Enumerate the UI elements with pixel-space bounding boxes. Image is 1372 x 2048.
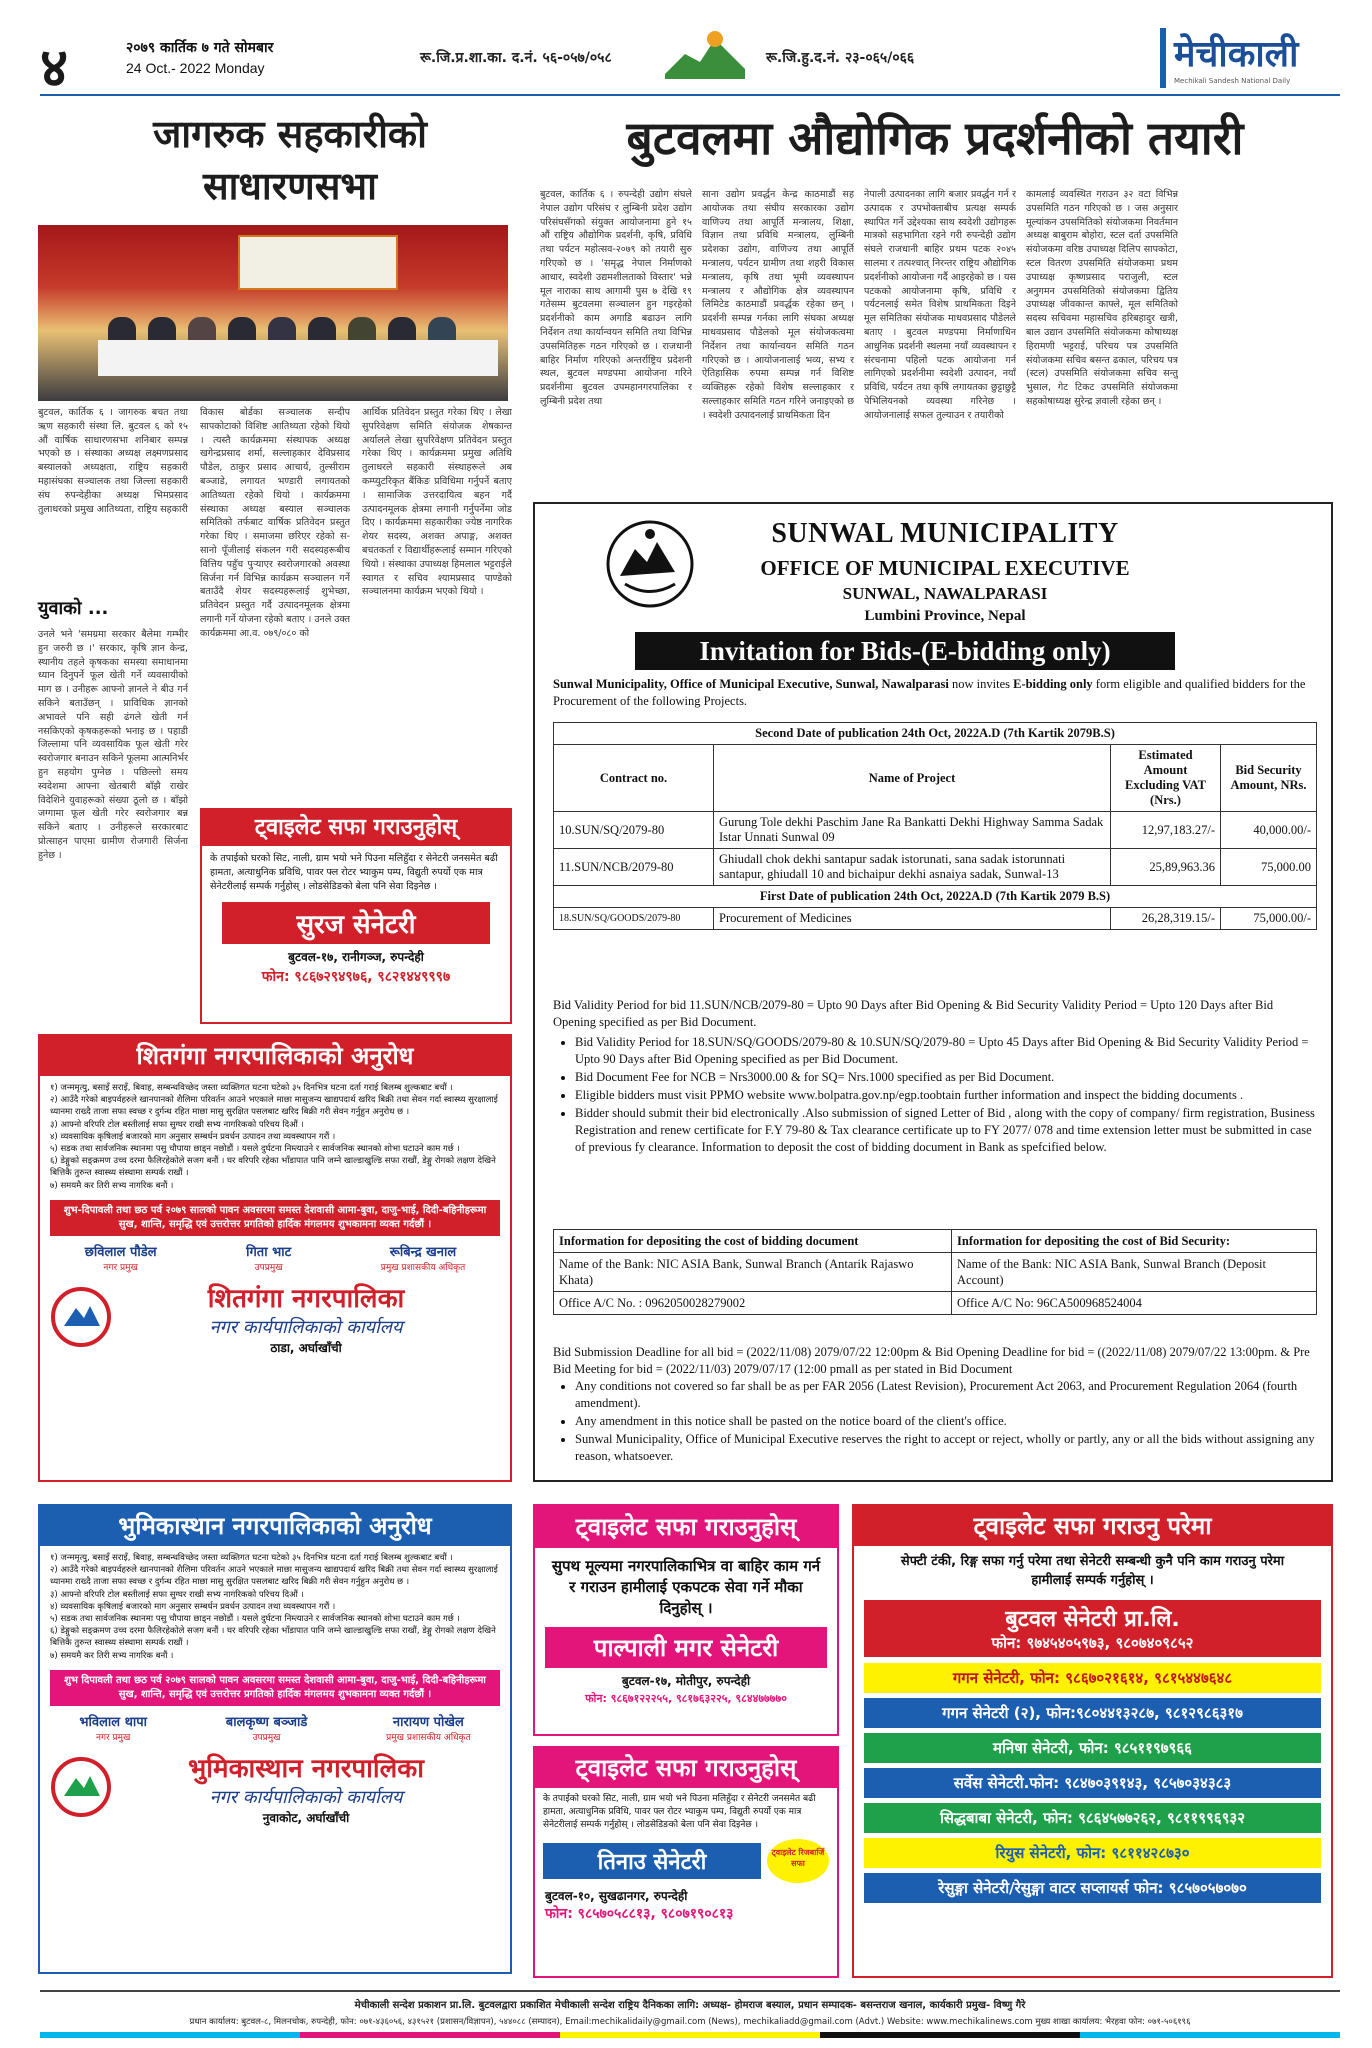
ad-items: १) जन्ममृत्यु, बसाइँ सराइँ, बिवाह, सम्बन्धविच्छेद जस्ता व्यक्तिगत घटना घटेको ३५ दिनभित्र घटना दर्ता गराई बिलम्ब शुल्कबाट बचौं । २) आउँदै गरेको बाइपर्वहरुले खानपानको शैलिमा परिवर्तन आउने भएकाले माछा मासुजन्य खाद्यपदार्थ खरिद बिक्री तथा सेवन गर्दा स्वास्थ्य सुरक्षालाई ध्यानमा राख्दै ताजा सफा स्वच्छ र दुर्गन्ध रहित माछा मासु सुरक्षित पसलबाट खरिद बिक्री गरी सेवन गर्नुहुन अनुरोध छ । ३) आफ्नो वरिपरि टोल बस्तीलाई सफा सुग्घर राखी सभ्य नागरिकको परिचय दिऔं । ४) व्यवसायिक कृषिलाई बजारको माग अनुसार सम्बर्धन प्रवर्धन उत्पादन तथा व्यवस्थापन गरौं । ५) सडक तथा सार्वजनिक स्थानमा पसु चौपाया छाड्न नछोडौं । यसले दुर्घटना निम्त्याउने र सार्वजनिक स्थानको शोभा घटाउने काम गर्छ । ६) डेङ्गुको सङ्क्रमण उच्च दरमा फैलिरहेकोले सजग बनौं । घर वरिपरि रहेका भाँडापात पानि जम्ने खाल्डाखुल्डि सफा राखौं, डेङ्गु रोगको लक्षण देखिने बित्तिकै तुरुन्त स्वास्थ्य संस्थामा सम्पर्क राखौं । ७) समयमै कर तिरी सभ्य नागरिक बनौं । — [50, 1553, 498, 1661]
col-security-header: Bid Security Amount, NRs. — [1221, 745, 1317, 812]
bhumikasthan-ad — [38, 1504, 512, 1974]
list-item: • Sunwal Municipality, Office of Municipal Executive reserves the right to accept or reject, wholly or partly, any or all the bids without assigning any reason, whatsoever. — [575, 1431, 1317, 1465]
ad-main-phone: फोन: ९७४५४०५९७३, ९८०७४०९८५२ — [864, 1633, 1321, 1657]
notice-province: Lumbini Province, Nepal — [864, 608, 1026, 624]
map-graphic-icon — [655, 24, 755, 84]
sanitary-list — [854, 1663, 1331, 1903]
notice-office: OFFICE OF MUNICIPAL EXECUTIVE — [760, 556, 1130, 580]
table-row: 18.SUN/SQ/GOODS/2079-80 Procurement of Medicines 26,28,319.15/- 75,000.00/- — [554, 908, 1317, 930]
ad-title: ट्वाइलेट सफा गराउनुहोस् — [535, 1748, 837, 1788]
list-item: • Bid Document Fee for NCB = Nrs3000.00 & for SQ= Nrs.1000 specified as per Bid Document. — [575, 1069, 1317, 1086]
footer-line2: प्रधान कार्यालय: बुटवल-८, मिलनचोक, रुपन्देही, फोन: ०७१-४३६०५६, ४३१५२१ (प्रशासन/विज्ञापन), ५४४०८८ (सम्पादन), Email:mechikalidaily@gmail.com (News), mechikaliadd@gmail.com (Advt.) Website: www.mechikalinews.com मुख्य शाखा कार्यालय: भैरहवा फोन: ०७१-५०६१९६ — [189, 2017, 1191, 2027]
sanitary-list-item: गगन सेनेटरी (२), फोन:९८०४४१३२८७, ९८१२९८६३१७ — [864, 1698, 1321, 1728]
bids-table — [553, 722, 1317, 930]
ad-name: सुरज सेनेटरी — [222, 902, 490, 944]
sanitary-list-item: सर्वेस सेनेटरी.फोन: ९८४७०३९१४३, ९८५७०३४३८३ — [864, 1768, 1321, 1798]
right-article-col4: कामलाई व्यवस्थित गराउन ३२ वटा विभिन्न उपसमिति गठन गरिएको छ । जस अनुसार मूल्यांकन उपसमितिको संयोजकमा निवर्तमान अध्यक्ष बाबुराम बोहोरा, स्टल दर्ता उपसमिति संयोजकमा वरिष्ठ उपाध्यक्ष दिलिप सापकोटा, स्टल वितरण उपसमिति संयोजकमा प्रथम उपाध्यक्ष कृष्णप्रसाद पराजुली, स्टल अनुगमन उपसमितिको संयोजकमा द्वितिय उपाध्यक्ष जीवकान्त काफ्ले, मूल समितिको सदस्य सचिवमा महासचिव हरिबहादुर खत्री, बाल उद्यान उपसमिति संयोजकमा कोषाध्यक्ष हिरामणी भट्टराई, परिचय पत्र उपसमिति संयोजकमा सचिव बसन्त ढकाल, परिचय पत्र (स्टल) उपसमिति संयोजकमा सचिव सन्तु भुसाल, गेट टिकट उपसमिति संयोजकमा सहकोषाध्यक्ष सुरेन्द्र ज्ञवाली रहेका छन् । — [1026, 189, 1178, 407]
notice-intro: Sunwal Municipality, Office of Municipal Executive, Sunwal, Nawalparasi now invites E-bidding only form eligible and qualified bidders for the Procurement of the following Projects. — [553, 677, 1306, 708]
deposit-info-table: Information for depositing the cost of bidding document Information for depositing the cost of Bid Security: Name of the Bank: NIC ASIA Bank, Sunwal Branch (Antarik Rajaswo Khata) Name of the Bank: NIC ASIA Bank, Sunwal Branch (Deposit Account) Office A/C No. : 0962050028279002 Office A/C No: 96CA500968524004 — [553, 1229, 1317, 1315]
sanitary-list-item: रियुस सेनेटरी, फोन: ९८११४२८७३० — [864, 1838, 1321, 1868]
left-article-col1: बुटवल, कार्तिक ६ । जागरुक बचत तथा ऋण सहकारी संस्था लि. बुटवल ६ को १५ औं वार्षिक साधारणसभा शनिबार सम्पन्न भएको छ । संस्थाका अध्यक्ष लक्ष्मणप्रसाद बस्यालको अध्यक्षता, राष्ट्रिय सहकारी महासंघका सञ्चालक तथा जिल्ला सहकारी संघ रुपन्देहीका अध्यक्ष भिमप्रसाद तुलाधरको प्रमुख आतिथ्यता, राष्ट्रिय सहकारी — [38, 407, 188, 515]
page-number: ४ — [40, 36, 69, 99]
logo-text: मेचीकाली — [1174, 34, 1299, 75]
notice-bullets-2 — [553, 1378, 1317, 1466]
photo-banner — [238, 235, 398, 290]
sanitary-list-item: मनिषा सेनेटरी, फोन: ९८५११९७९६६ — [864, 1733, 1321, 1763]
masthead — [40, 28, 1340, 99]
right-article-col1: बुटवल, कार्तिक ६ । रुपन्देही उद्योग संघले नेपाल उद्योग परिसंघ र लुम्बिनी प्रदेश उद्योग परिसंघसँगको संयुक्त आयोजनामा हुने १५ औं राष्ट्रिय औद्योगिक प्रदर्शनी, कृषि, प्रविधि तथा पर्यटन महोत्सव-२०७९ को तयारी सुरु गरिएको छ । 'समृद्ध नेपाल निर्माणको आधार, स्वदेशी उद्यमशीलताको विस्तार' भन्ने मूल नाराका साथ आगामी पुस ७ देखि १९ गतेसम्म बुटवलमा सञ्चालन हुन गइरहेको प्रदर्शनीको काम अगाडि बढाउन लागि निर्देशन तथा कार्यान्वयन समिति तथा विभिन्न उपसमितिहरू गठन गरिएको छ । राजधानी बाहिर निर्माण गरिएको अन्तर्राष्ट्रिय प्रदेशनी स्थल, बुटवल मण्डपमा आयोजना गरिने प्रदर्शनीमा बुटवल उपमहानगरपालिका र लुम्बिनी प्रदेश तथा — [540, 189, 692, 407]
logo-subtitle: Mechikali Sandesh National Daily — [1174, 77, 1291, 85]
ad-address: बुटवल-१७, मोतीपुर, रुपन्देही — [621, 1674, 751, 1688]
palpali-sanitary-ad — [533, 1504, 839, 1736]
notice-title: Invitation for Bids-(E-bidding only) — [635, 632, 1175, 670]
left-headline: जागरुक सहकारीको साधारणसभा — [153, 112, 427, 208]
notice-municipality: SUNWAL MUNICIPALITY — [771, 518, 1119, 549]
tinau-sanitary-ad — [533, 1746, 839, 1978]
footer-line1: मेचीकाली सन्देश प्रकाशन प्रा.लि. बुटवलद्वारा प्रकाशित मेचीकाली सन्देश राष्ट्रिय दैनिकका लागि: अध्यक्ष- होमराज बस्याल, प्रधान सम्पादक- बसन्तराज खनाल, कार्यकारी प्रमुख- विष्णु गैरे — [354, 2000, 1026, 2011]
notice-bullets — [553, 1034, 1317, 1157]
ad-items: १) जन्ममृत्यु, बसाइँ सराइँ, बिवाह, सम्बन्धविच्छेद जस्ता व्यक्तिगत घटना घटेको ३५ दिनभित्र घटना दर्ता गराई बिलम्ब शुल्कबाट बचौं । २) आउँदै गरेको बाइपर्वहरुले खानपानको शैलिमा परिवर्तन आउने भएकाले माछा मासुजन्य खाद्यपदार्थ खरिद बिक्री तथा सेवन गर्दा स्वास्थ्य सुरक्षालाई ध्यानमा राख्दै ताजा सफा स्वच्छ र दुर्गन्ध रहित माछा मासु सुरक्षित पसलबाट खरिद बिक्री गरी सेवन गर्नुहुन अनुरोध छ । ३) आफ्नो वरिपरि टोल बस्तीलाई सफा सुग्घर राखी सभ्य नागरिकको परिचय दिऔं । ४) व्यवसायिक कृषिलाई बजारको माग अनुसार सम्बर्धन प्रवर्धन उत्पादन तथा व्यवस्थापन गरौं । ५) सडक तथा सार्वजनिक स्थानमा पसु चौपाया छाड्न नछोडौं । यसले दुर्घटना निम्त्याउने र सार्वजनिक स्थानको शोभा घटाउने काम गर्छ । ६) डेङ्गुको सङ्क्रमण उच्च दरमा फैलिरहेकोले सजग बनौं । घर वरिपरि रहेका भाँडापात पानि जम्ने खाल्डाखुल्डि सफा राखौं, डेङ्गु रोगको लक्षण देखिने बित्तिकै तुरुन्त स्वास्थ्य संस्थामा सम्पर्क राखौं । ७) समयमै कर तिरी सभ्य नागरिक बनौं । — [50, 1083, 498, 1191]
sanitary-list-item: सिद्धबाबा सेनेटरी, फोन: ९८६४५७७२६२, ९८११९९६९३२ — [864, 1803, 1321, 1833]
ad-body: के तपाईको घरको सिट, नाली, ग्राम भयो भने पिउना मलिहुँदा र सेनेटरी जनसमेत बढी हामता, अत्याधुनिक प्रविधि, पावर फ्ल रोटर भ्याकुम पम्प, विद्युती रुपर्यो एक मात्र सेनेटरीलाई सम्पर्क गर्नुहोस् । लोडसेडिङको बेला पनि सेवा दिइनेछ । — [543, 1794, 816, 1830]
left-article-col2: विकास बोर्डका सञ्चालक सन्दीप सापकोटाको विशिष्ट आतिथ्यता रहेको थियो । त्यस्तै कार्यक्रममा संस्थापक अध्यक्ष खगेन्द्रप्रसाद शर्मा, सल्लाहकार देविप्रसाद पौडेल, ठाकुर प्रसाद आचार्य, तुल्सीराम बञ्जाडे, लगायत भण्डारी लगायतको आतिथ्यता रहेको थियो । कार्यक्रममा संस्थाका अध्यक्ष बस्याल सञ्चालक समितिको तर्फबाट वार्षिक प्रतिवेदन प्रस्तुत गरेका थिए । समाजमा छरिएर रहेको स-सानो पूँजीलाई संकलन गरी सदस्यहरूबीच वित्तिय पहुँच पुऱ्याएर स्वरोजगारको अवस्था सिर्जना गर्न विभिन्न कार्यक्रम सञ्चालन गर्ने बताउँदै शेयर सदस्यहरूलाई शुभेच्छा, प्रतिवेदन प्रस्तुत गर्दै उत्पादनमूलक क्षेत्रमा लगानी गर्ने योजना रहेको बताए । उनले उक्त कार्यक्रममा आ.व. ०७९/०८० को — [200, 407, 350, 639]
date-nepali: २०७९ कार्तिक ७ गते सोमबार — [126, 40, 274, 56]
color-registration-bar — [40, 2032, 1340, 2038]
ad-title: शितगंगा नगरपालिकाको अनुरोध — [40, 1036, 510, 1076]
bid-deadline: Bid Submission Deadline for all bid = (2022/11/08) 2079/07/22 12:00pm & Bid Opening Deadline for bid = ((2022/11/08) 2079/07/22 13:00pm. & Pre Bid Meeting for bid = (2022/11/03) 2079/07/17 (12:00 pmall as per stated in Bid Document — [553, 1345, 1310, 1376]
list-item: • Any amendment in this notice shall be pasted on the notice board of the client's office. — [575, 1413, 1317, 1430]
sanitary-list-item: गगन सेनेटरी, फोन: ९८६७०२१६१४, ९८१५४४७६४८ — [864, 1663, 1321, 1693]
shitganga-ad — [38, 1034, 512, 1482]
ad-org: शितगंगा नगरपालिका नगर कार्यपालिकाको कार्यालय ठाडा, अर्घाखाँची — [50, 1279, 500, 1356]
ad-greeting: शुभ-दिपावली तथा छठ पर्व २०७९ सालको पावन अवसरमा समस्त देशवासी आमा-बुवा, दाजु-भाई, दिदी-बहिनीहरूमा सुख, शान्ति, समृद्धि एवं उत्तरोत्तर प्रगतिको हार्दिक मंगलमय शुभकामना व्यक्त गर्दछौं । — [50, 1200, 500, 1236]
col-project-header: Name of Project — [714, 745, 1111, 812]
second-publication-date: Second Date of publication 24th Oct, 2022A.D (7th Kartik 2079B.S) — [554, 723, 1317, 745]
ad-signatures: छविलाल पौडेल नगर प्रमुख गिता भाट उपप्रमुख रूबिन्द्र खनाल प्रमुख प्रशासकीय अधिकृत — [84, 1244, 466, 1273]
suraj-sanitary-ad — [200, 808, 512, 1024]
list-item: • Any conditions not covered so far shall be as per FAR 2056 (Latest Revision), Procurement Act 2063, and Procurement Regulation 2064 (fourth amendment). — [575, 1378, 1317, 1412]
newspaper-logo — [1160, 28, 1340, 88]
ad-title: ट्वाइलेट सफा गराउनुहोस् — [202, 810, 510, 846]
ad-org: भुमिकास्थान नगरपालिका नगर कार्यपालिकाको कार्यालय नुवाकोट, अर्घाखाँची — [50, 1749, 500, 1826]
page-footer — [40, 1990, 1340, 2030]
registration-left: रू.जि.प्र.शा.का. द.नं. ५६-०५७/०५८ — [420, 50, 612, 66]
col-estimate-header: Estimated Amount Excluding VAT (Nrs.) — [1111, 745, 1221, 812]
ad-body: के तपाईको घरको सिट, नाली, ग्राम भयो भने पिउना मलिहुँदा र सेनेटरी जनसमेत बढी हामता, अत्याधुनिक प्रविधि, पावर फ्ल रोटर भ्याकुम पम्प, विद्युती रुपर्यो एक मात्र सेनेटरीलाई सम्पर्क गर्नुहोस् । लोडसेडिङको बेला पनि सेवा दिइनेछ । — [210, 853, 498, 892]
first-publication-date: First Date of publication 24th Oct, 2022A.D (7th Kartik 2079 B.S) — [554, 886, 1317, 908]
right-article-col3: नेपाली उत्पादनका लागि बजार प्रवर्द्धन गर्न र उत्पादक र उपभोक्ताबीच प्रत्यक्ष सम्पर्क स्थापित गर्ने उद्देश्यका साथ स्वदेशी उद्योगहरू मात्रको सहभागिता रहने गरी रुपन्देही उद्योग संघले राजधानी बाहिर प्रथम पटक २०४५ सालमा र तत्पश्चात् निरन्तर राष्ट्रिय औद्योगिक प्रदर्शनीको आयोजना गर्दै आइरहेको छ । यस पटकको आयोजनामा कृषि, प्रविधि र पर्यटनलाई समेत विशेष प्राथमिकता दिइने मूल समितिका संयोजक माधवप्रसाद पौडेलले बताए । बुटवल मण्डपमा निर्माणाधिन आधुनिक प्रदर्शनी स्थलमा नयाँ व्यवस्थापन र संरचनामा पहिलो पटक आयोजना गर्न लागिएको प्रदर्शनीमा स्वदेशी उत्पादन, नयाँ प्रविधि, पर्यटन तथा कृषि लगायतका छुट्टाछुट्टै पेभिलियनको व्यवस्था गरिनेछ । आयोजनालाई सफल तुल्याउन र तयारीको — [864, 189, 1016, 421]
ad-body: सेफ्टी टंकी, रिङ्ग सफा गर्नु परेमा तथा सेनेटरी सम्बन्धी कुनै पनि काम गराउनु परेमा हामीलाई सम्पर्क गर्नुहोस् । — [900, 1554, 1285, 1588]
left-article-col1b: उनले भने 'समग्रमा सरकार बैलेमा गम्भीर हुन जरुरी छ ।' सरकार, कृषि ज्ञान केन्द्र, स्थानीय तहले कृषकका समस्या समाधानमा ध्यान दिनुपर्ने फूल खेती गर्ने व्यवसायीको माग छ । उनीहरू आफ्नो ज्ञानले ने बीउ गर्न सकिने बताउँछन् । प्राविधिक ज्ञानको अभावले पनि सही ढंगले खेती गर्न नसकिएको कृषकहरूको भनाइ छ । पहाडी जिल्लामा पनि व्यवसायिक फूल खेती गरेर स्वरोजगार बनाउन सकिने फूलमा आत्मनिर्भर हुन सहयोग पुग्नेछ । पछिल्लो समय स्वदेशमा आफ्ना खेतबारी बाँझै राखेर विदेशिने युवाहरूको संख्या ठूलो छ । बाँझो जग्गामा फूल खेती गरेर स्वरोजगार बन्न सकिने बताए । उनीहरूले सरकारबाट प्रोत्साहन पाएमा ग्रामीण रोजगारी सिर्जना हुनेछ । — [38, 629, 188, 861]
yuwako-subhead: युवाको ... — [38, 598, 109, 619]
meeting-photo — [38, 225, 508, 401]
ad-name: तिनाउ सेनेटरी — [543, 1843, 761, 1879]
ad-phone: फोन: ९८५७०५८८१३, ९८०७१९०८१३ — [545, 1906, 734, 1922]
ad-main-name: बुटवल सेनेटरी प्रा.लि. — [864, 1600, 1321, 1633]
ad-greeting: शुभ दिपावली तथा छठ पर्व २०७९ सालको पावन अवसरमा समस्त देशवासी आमा-बुवा, दाजु-भाई, दिदी-बहिनीहरूमा सुख, शान्ति, समृद्धि एवं उत्तरोत्तर प्रगतिको हार्दिक मंगलमय शुभकामना व्यक्त गर्दछौं । — [50, 1670, 500, 1706]
right-article-col2: साना उद्योग प्रवर्द्धन केन्द्र काठमाडौं सह आयोजक तथा संघीय सरकारका उद्योग वाणिज्य तथा आपूर्ति मन्त्रालय, शिक्षा, विज्ञान तथा प्रविधि मन्त्रालय, लुम्बिनी प्रदेशका उद्योग, वाणिज्य तथा आपूर्ति मन्त्रालय, पर्यटन ग्रामीण तथा शहरी विकास मन्त्रालय, कृषि तथा भूमी व्यवस्थापन मन्त्रालय र औद्योगिक क्षेत्र व्यवस्थापन लिमिटेड काठमाडौं प्रवर्द्धक रहेका छन् । प्रदर्शनी सम्पन्न गर्नका लागि संघका अध्यक्ष माधवप्रसाद पौडेलको मूल संयोजकत्वमा निर्देशन तथा कार्यान्वयन समिति गठन गरिएको छ । आयोजनालाई भव्य, सभ्य र ऐतिहासिक रुपमा सम्पन्न गर्न विशिष्ट व्यक्तिहरू रहेको विशेष सल्लाहकार र सल्लाहकार समिति गठन गरिने जनाइएको छ । स्वदेशी उत्पादनलाई प्राथमिकता दिन — [702, 189, 854, 421]
list-item: • Eligible bidders must visit PPMO website www.bolpatra.gov.np/egp.toobtain further information and inspect the bidding documents . — [575, 1087, 1317, 1104]
ad-title: ट्वाइलेट सफा गराउनु परेमा — [854, 1506, 1331, 1546]
left-article-col3: आर्थिक प्रतिवेदन प्रस्तुत गरेका थिए । लेखा सुपरिवेक्षण समिति संयोजक शेषकान्त अर्यालले लेखा सुपरिवेक्षण प्रतिवेदन प्रस्तुत गरेका थिए । कार्यक्रममा प्रमुख अतिथि तुलाधरले सहकारी संस्थाहरूले अब कम्प्युटरिकृत बैंकिङ प्रविधिमा गर्नुपर्ने बताए । सामाजिक उत्तरदायित्व बहन गर्दै उत्पादनमूलक क्षेत्रमा लगानी गर्नुपर्नेमा जोड दिए । कार्यक्रममा सहकारीका ज्येष्ठ नागरिक शेयर सदस्य, अशक्त अपाङ्ग, अशक्त बचतकर्ता र विद्यार्थीहरूलाई सम्मान गरिएको थियो । संस्थाका उपाध्यक्ष हिमलाल भट्टराईले स्वागत र सचिव श्यामप्रसाद पाण्डेको सञ्चालनमा कार्यक्रम भएको थियो । — [362, 407, 512, 598]
ad-signatures: भविलाल थापा नगर प्रमुख बालकृष्ण बञ्जाडे उपप्रमुख नारायण पोखेल प्रमुख प्रशासकीय अधिकृत — [79, 1714, 471, 1743]
butwal-sanitary-ad — [852, 1504, 1333, 1978]
ad-address: बुटवल-१७, रानीगञ्ज, रुपन्देही — [288, 950, 424, 964]
ad-badge: ट्वाइलेट रिजबार्जि सफा — [767, 1839, 829, 1883]
right-headline: बुटवलमा औद्योगिक प्रदर्शनीको तयारी — [626, 111, 1244, 165]
ad-body: सुपथ मूल्यमा नगरपालिकाभित्र वा बाहिर काम गर्न र गराउन हामीलाई एकपटक सेवा गर्ने मौका दिनुहोस् । — [551, 1557, 821, 1617]
notice-place: SUNWAL, NAWALPARASI — [842, 584, 1048, 603]
ad-address: बुटवल-१०, सुखढानगर, रुपन्देही — [545, 1889, 688, 1903]
ad-title: भुमिकास्थान नगरपालिकाको अनुरोध — [40, 1506, 510, 1546]
registration-right: रू.जि.हु.द.नं. २३-०६५/०६६ — [766, 50, 915, 66]
table-row: 11.SUN/NCB/2079-80 Ghiudall chok dekhi santapur sadak istorunati, sana sadak istorunnati santapur, ghiudall 10 and bichaipur dekhi asnaiya sadak, Sunwal-13 25,89,963.36 75,000.00 — [554, 849, 1317, 886]
bid-validity: Bid Validity Period for bid 11.SUN/NCB/2079-80 = Upto 90 Days after Bid Opening & Bid Security Validity Period = Upto 120 Days after Bid Opening specified as per Bid Document. — [553, 998, 1274, 1029]
table-row: 10.SUN/SQ/2079-80 Gurung Tole dekhi Paschim Jane Ra Bankatti Dekhi Highway Samma Sadak Istar Unnati Sunwal 09 12,97,183.27/- 40,000.00/- — [554, 812, 1317, 849]
sanitary-list-item: रेसुङ्गा सेनेटरी/रेसुङ्गा वाटर सप्लायर्स फोन: ९८५७०५७०७० — [864, 1873, 1321, 1903]
photo-table — [98, 340, 498, 376]
municipality-emblem-icon — [50, 1286, 112, 1348]
ad-phone: फोन: ९८६७१२२२५५, ९८१७६३२२५, ९८४४७७७७० — [585, 1692, 787, 1705]
ad-phone: फोन: ९८६७२९४९७६, ९८२१४४९९९७ — [261, 969, 451, 985]
date-english: 24 Oct.- 2022 Monday — [126, 60, 265, 76]
nepal-emblem-icon — [595, 514, 705, 614]
municipality-emblem-icon — [50, 1756, 112, 1818]
ad-name: पाल्पाली मगर सेनेटरी — [545, 1627, 827, 1668]
list-item: • Bidder should submit their bid electronically .Also submission of signed Letter of Bid , along with the copy of company/ firm registration, Business Registration and renew certificate for F.Y 79-80 & Tax clearance certificate up to FY 2077/ 078 and time extension letter must be submitted in case of previous fy clearance. Information to deposit the cost of bidding document in Bank as spefcified below. — [575, 1105, 1317, 1156]
list-item: • Bid Validity Period for 18.SUN/SQ/GOODS/2079-80 & 10.SUN/SQ/2079-80 = Upto 45 Days after Bid Opening & Bid Security Validity Period = Upto 90 Days after Bid Opening specified as per Bid Document. — [575, 1034, 1317, 1068]
sunwal-bid-notice — [533, 502, 1333, 1482]
ad-title: ट्वाइलेट सफा गराउनुहोस् — [535, 1506, 837, 1548]
col-contract-header: Contract no. — [554, 745, 714, 812]
